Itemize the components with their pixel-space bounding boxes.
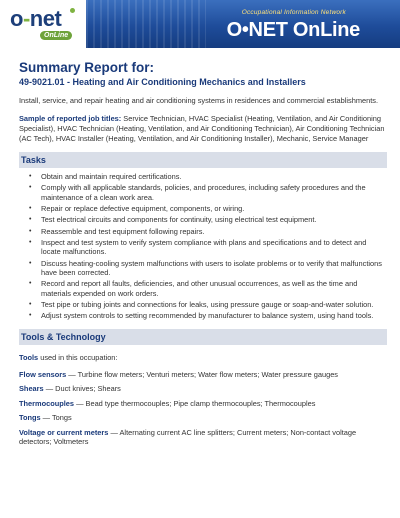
logo-dot-icon xyxy=(70,8,75,13)
tool-category: Flow sensors xyxy=(19,369,67,379)
task-item: • Obtain and maintain required certifications. xyxy=(41,172,387,181)
task-item: • Repair or replace defective equipment, components, or wiring. xyxy=(41,204,387,213)
task-item: • Record and report all faults, deficiencies, and other unusual occurrences, as well as the time and materials expended on work orders. xyxy=(41,279,387,297)
logo-online-badge: OnLine xyxy=(40,31,72,40)
tool-items: — Bead type thermocouples; Pipe clamp thermocouples; Thermocouples xyxy=(74,398,316,408)
task-item: • Reassemble and test equipment following repairs. xyxy=(41,227,387,236)
tool-items: — Turbine flow meters; Venturi meters; Water flow meters; Water pressure gauges xyxy=(66,369,339,379)
tool-items: — Duct knives; Shears xyxy=(43,384,121,394)
task-item: • Comply with all applicable standards, policies, and procedures, including safety procedures and the maintenance of a clean work area. xyxy=(41,183,387,201)
tools-intro-label: Tools xyxy=(19,352,39,362)
report-content xyxy=(19,60,387,447)
banner-bar xyxy=(86,0,400,48)
tool-category: Tongs xyxy=(19,413,41,423)
onet-logo[interactable] xyxy=(0,0,86,48)
occupation-title: 49-9021.01 - Heating and Air Conditioning Mechanics and Installers xyxy=(19,77,306,87)
banner-stripes xyxy=(86,0,206,48)
job-titles-label: Sample of reported job titles: xyxy=(19,114,122,123)
job-titles-text: Service Technician, HVAC Specialist (Heating, Ventilation, and Air Conditioning Specialist), HVAC Technician (Heating, Ventilation, and Air Conditioning Technician), Air Conditioning Technician (AC Tech), HVAC Installer (Heating, Ventilation, and Air Conditioning Installer), Mechanic, Service Manager xyxy=(19,114,385,143)
banner-title: O•NET OnLine xyxy=(226,19,360,41)
tool-row xyxy=(19,370,387,380)
tool-row xyxy=(19,384,387,394)
tool-category: Voltage or current meters xyxy=(19,427,109,437)
tool-items: — Alternating current AC line splitters; Current meters; Non-contact voltage detectors; Voltmeters xyxy=(19,427,357,447)
logo-wordmark: o-net xyxy=(10,6,62,31)
tool-row xyxy=(19,428,387,447)
tool-category: Shears xyxy=(19,384,44,394)
task-item: • Inspect and test system to verify system compliance with plans and specifications and to detect and locate malfunctions. xyxy=(41,238,387,256)
task-item: • Test pipe or tubing joints and connections for leaks, using pressure gauge or soap-and-water solution. xyxy=(41,300,387,309)
occupation-description: Install, service, and repair heating and air conditioning systems in residences and commercial establishments. xyxy=(19,96,379,105)
tools-heading: Tools & Technology xyxy=(19,329,387,345)
tool-row xyxy=(19,413,387,423)
header-banner xyxy=(0,0,400,48)
tools-intro: Tools used in this occupation: xyxy=(19,352,118,362)
task-item: • Discuss heating-cooling system malfunctions with users to isolate problems or to verify that malfunctions have been corrected. xyxy=(41,259,387,277)
tasks-list xyxy=(19,172,387,321)
tool-items: — Tongs xyxy=(40,413,72,423)
job-titles xyxy=(19,114,387,144)
banner-subtitle: Occupational Information Network xyxy=(241,9,346,16)
task-item: • Test electrical circuits and components for continuity, using electrical test equipment. xyxy=(41,215,387,224)
tool-row xyxy=(19,399,387,409)
task-item: • Adjust system controls to setting recommended by manufacturer to balance system, using hand tools. xyxy=(41,311,387,320)
tasks-heading: Tasks xyxy=(19,152,387,168)
page-title: Summary Report for: xyxy=(19,60,155,75)
tool-category: Thermocouples xyxy=(19,398,75,408)
